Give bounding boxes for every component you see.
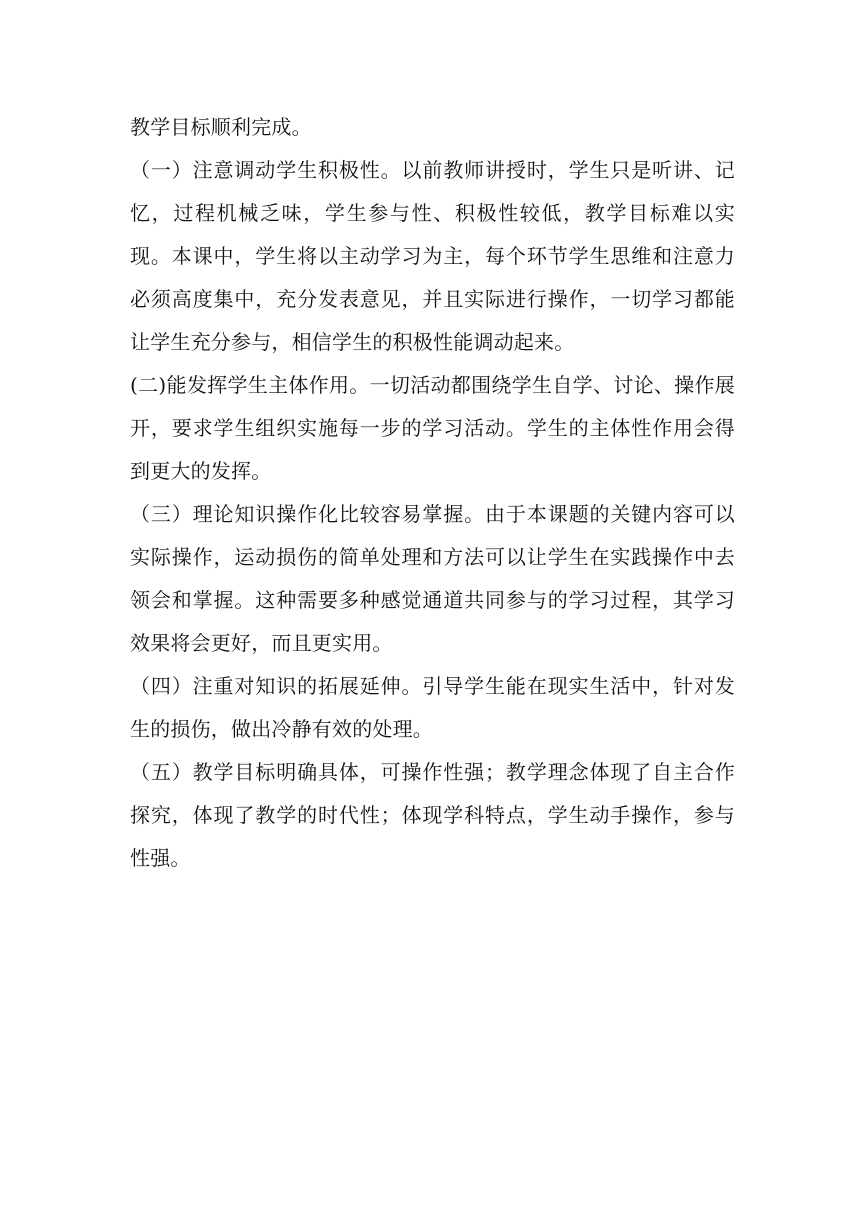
paragraph-point-4: （四）注重对知识的拓展延伸。引导学生能在现实生活中，针对发生的损伤，做出冷静有效的处理。	[130, 674, 735, 741]
paragraph-point-5: （五）教学目标明确具体，可操作性强；教学理念体现了自主合作探究，体现了教学的时代性；体现学科特点，学生动手操作，参与性强。	[130, 760, 735, 870]
paragraph-point-2: (二)能发挥学生主体作用。一切活动都围绕学生自学、讨论、操作展开，要求学生组织实施每一步的学习活动。学生的主体性作用会得到更大的发挥。	[130, 373, 735, 483]
paragraph-intro: 教学目标顺利完成。	[130, 115, 312, 139]
paragraph-point-1: （一）注意调动学生积极性。以前教师讲授时，学生只是听讲、记忆，过程机械乏味，学生参与性、积极性较低，教学目标难以实现。本课中，学生将以主动学习为主，每个环节学生思维和注意力必须高度集中，充分发表意见，并且实际进行操作，一切学习都能让学生充分参与，相信学生的积极性能调动起来。	[130, 158, 735, 354]
document-body	[130, 106, 735, 880]
paragraph-point-3: （三）理论知识操作化比较容易掌握。由于本课题的关键内容可以实际操作，运动损伤的简单处理和方法可以让学生在实践操作中去领会和掌握。这种需要多种感觉通道共同参与的学习过程，其学习效果将会更好，而且更实用。	[130, 502, 735, 655]
